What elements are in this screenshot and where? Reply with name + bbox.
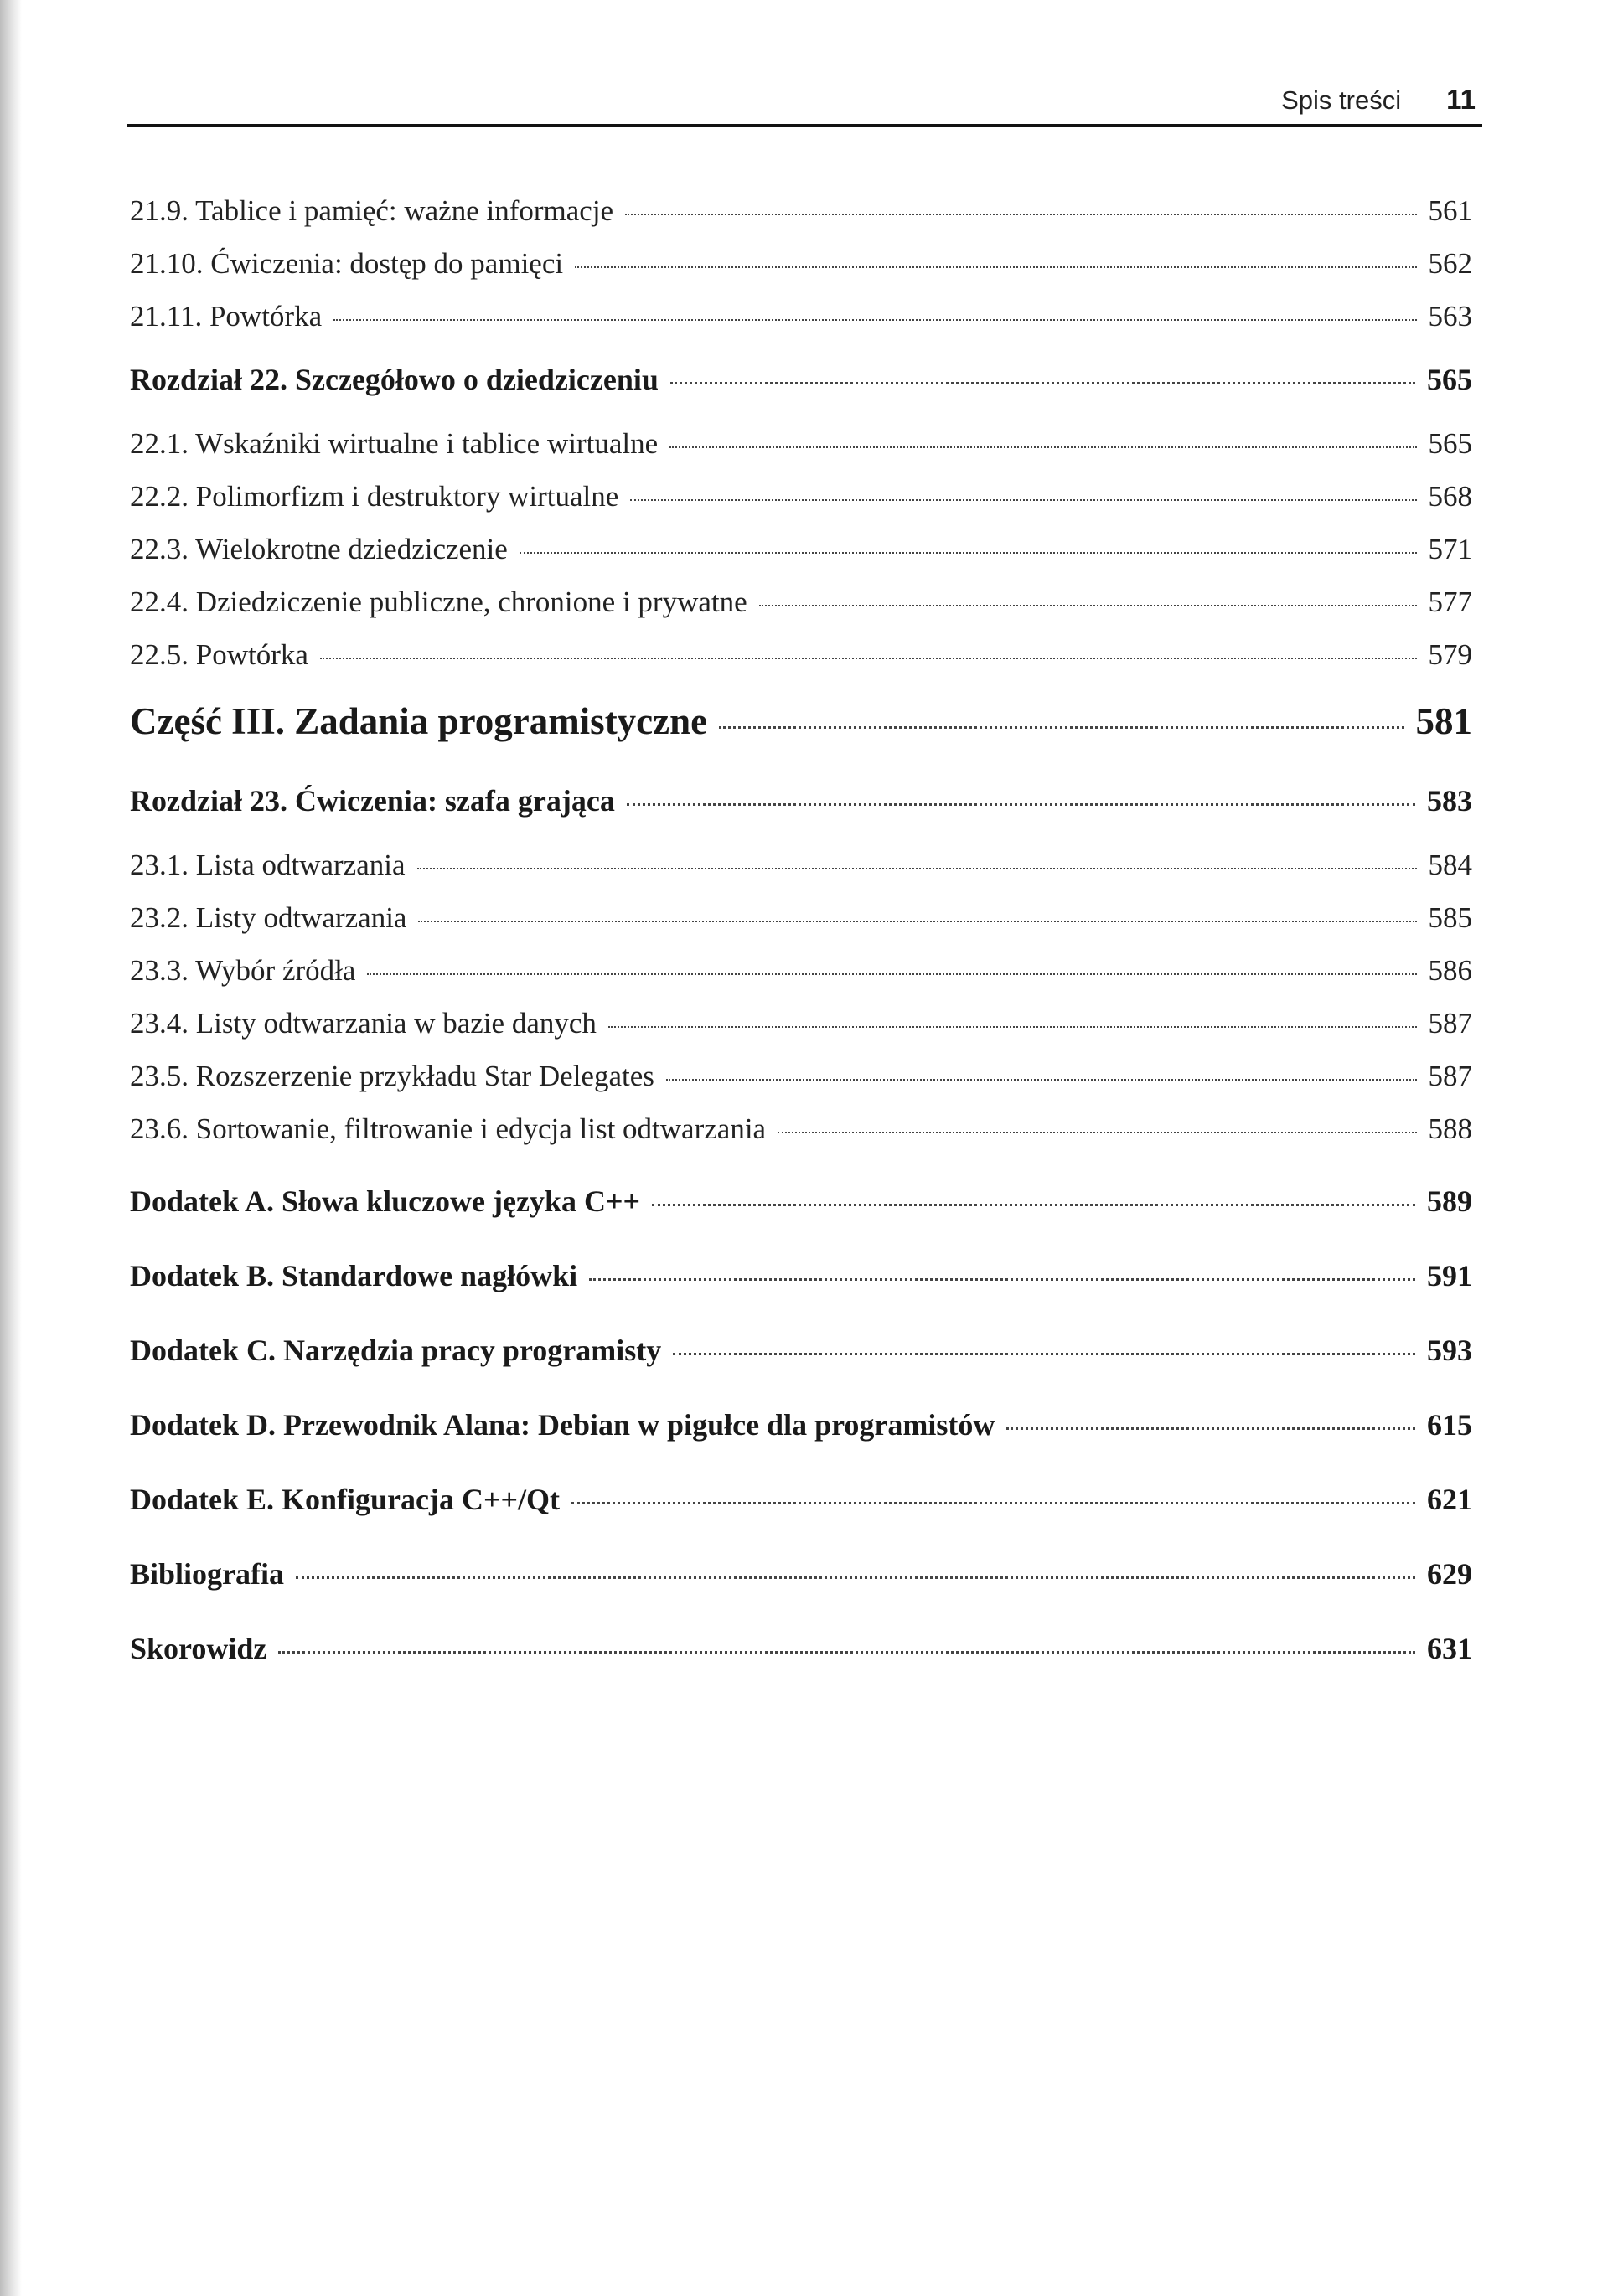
dot-leader [418, 921, 1416, 922]
dot-leader [296, 1576, 1415, 1579]
toc-entry-22-1 [130, 427, 1472, 461]
toc-entry-22-3 [130, 533, 1472, 566]
dot-leader [1006, 1427, 1415, 1430]
toc-entry-21-10 [130, 247, 1472, 281]
toc-entry-label: 23.2. Listy odtwarzania [130, 901, 407, 934]
toc-appendix-c [130, 1333, 1472, 1368]
toc-entry-page: 586 [1428, 954, 1472, 987]
toc-entry-page: 584 [1428, 849, 1472, 881]
toc-entry-page: 583 [1427, 784, 1472, 818]
toc-appendix-a [130, 1184, 1472, 1219]
toc-entry-page: 587 [1428, 1007, 1472, 1040]
dot-leader [367, 973, 1416, 975]
toc-chapter-23 [130, 783, 1472, 818]
dot-leader [673, 1353, 1415, 1355]
toc-entry-label: Skorowidz [130, 1632, 267, 1665]
dot-leader [719, 726, 1403, 729]
toc-entry-page: 615 [1427, 1408, 1472, 1442]
toc-entry-label: Rozdział 22. Szczegółowo o dziedziczeniu [130, 363, 659, 396]
toc-entry-label: 22.5. Powtórka [130, 638, 308, 671]
toc-entry-page: 587 [1428, 1060, 1472, 1092]
running-header [127, 77, 1482, 127]
dot-leader [575, 266, 1416, 268]
toc-entry-21-11 [130, 300, 1472, 333]
toc-entry-label: 23.3. Wybór źródła [130, 954, 356, 987]
toc-entry-label: Dodatek B. Standardowe nagłówki [130, 1259, 578, 1292]
toc-entry-page: 562 [1428, 247, 1472, 280]
dot-leader [571, 1502, 1415, 1504]
toc-entry-page: 568 [1428, 480, 1472, 513]
toc-entry-label: 23.5. Rozszerzenie przykładu Star Delegates [130, 1060, 654, 1092]
toc-entry-22-4 [130, 586, 1472, 619]
toc-entry-label: 22.2. Polimorfizm i destruktory wirtualne [130, 480, 619, 513]
dot-leader [589, 1278, 1415, 1281]
dot-leader [625, 214, 1416, 215]
toc-entry-23-6 [130, 1112, 1472, 1146]
dot-leader [759, 605, 1417, 606]
toc-entry-page: 565 [1428, 427, 1472, 460]
toc-entry-label: 21.10. Ćwiczenia: dostęp do pamięci [130, 247, 564, 280]
dot-leader [630, 499, 1416, 501]
toc-appendix-e [130, 1482, 1472, 1517]
dot-leader [669, 446, 1416, 448]
toc-chapter-22 [130, 362, 1472, 397]
toc-entry-page: 581 [1415, 700, 1472, 742]
toc-entry-page: 565 [1427, 363, 1472, 396]
dot-leader [627, 803, 1415, 806]
toc-appendix-d [130, 1407, 1472, 1442]
toc-appendix-b [130, 1258, 1472, 1293]
toc-entry-22-2 [130, 480, 1472, 513]
dot-leader [520, 552, 1417, 554]
toc-entry-label: Dodatek C. Narzędzia pracy programisty [130, 1334, 662, 1367]
toc-entry-page: 571 [1428, 533, 1472, 565]
toc-bibliography [130, 1556, 1472, 1592]
toc-entry-23-2 [130, 901, 1472, 935]
dot-leader [670, 382, 1415, 384]
toc-entry-page: 577 [1428, 586, 1472, 618]
dot-leader [320, 658, 1417, 659]
toc-entry-23-1 [130, 849, 1472, 882]
toc-entry-page: 579 [1428, 638, 1472, 671]
toc-entry-21-9 [130, 194, 1472, 228]
toc-entry-page: 621 [1427, 1483, 1472, 1516]
dot-leader [652, 1204, 1415, 1206]
header-rule [127, 124, 1482, 127]
header-page-number: 11 [1446, 84, 1476, 115]
dot-leader [333, 319, 1416, 321]
dot-leader [278, 1651, 1415, 1654]
toc-entry-label: Bibliografia [130, 1557, 285, 1591]
toc-entry-label: 23.6. Sortowanie, filtrowanie i edycja list odtwarzania [130, 1112, 767, 1145]
dot-leader [778, 1132, 1416, 1133]
toc-entry-page: 563 [1428, 300, 1472, 333]
toc-part-3 [130, 699, 1472, 743]
toc-entry-page: 588 [1428, 1112, 1472, 1145]
toc-entry-label: 22.3. Wielokrotne dziedziczenie [130, 533, 508, 565]
dot-leader [417, 868, 1417, 869]
toc-entry-page: 585 [1428, 901, 1472, 934]
dot-leader [608, 1026, 1417, 1028]
scan-edge-shadow [0, 0, 22, 2296]
toc-entry-label: Dodatek A. Słowa kluczowe języka C++ [130, 1184, 641, 1218]
toc-entry-label: Rozdział 23. Ćwiczenia: szafa grająca [130, 784, 615, 818]
toc-entry-page: 631 [1427, 1632, 1472, 1665]
toc-entry-label: 22.4. Dziedziczenie publiczne, chronione i prywatne [130, 586, 747, 618]
toc-entry-label: 23.1. Lista odtwarzania [130, 849, 406, 881]
dot-leader [666, 1079, 1417, 1081]
toc-entry-label: 23.4. Listy odtwarzania w bazie danych [130, 1007, 597, 1040]
toc-entry-22-5 [130, 638, 1472, 672]
toc-entry-23-3 [130, 954, 1472, 988]
toc-entry-label: 22.1. Wskaźniki wirtualne i tablice wirtualne [130, 427, 659, 460]
toc-entry-page: 591 [1427, 1259, 1472, 1292]
toc-entry-23-5 [130, 1060, 1472, 1093]
header-title: Spis treści [1281, 85, 1402, 115]
toc-entry-label: 21.11. Powtórka [130, 300, 323, 333]
toc-entry-page: 561 [1428, 194, 1472, 227]
toc-entry-label: Dodatek D. Przewodnik Alana: Debian w pigułce dla programistów [130, 1408, 995, 1442]
toc-entry-label: 21.9. Tablice i pamięć: ważne informacje [130, 194, 614, 227]
toc-entry-23-4 [130, 1007, 1472, 1040]
toc-entry-page: 629 [1427, 1557, 1472, 1591]
toc-entry-label: Dodatek E. Konfiguracja C++/Qt [130, 1483, 561, 1516]
toc-index [130, 1631, 1472, 1666]
toc-entry-label: Część III. Zadania programistyczne [130, 700, 708, 742]
toc-entry-page: 589 [1427, 1184, 1472, 1218]
toc-entry-page: 593 [1427, 1334, 1472, 1367]
